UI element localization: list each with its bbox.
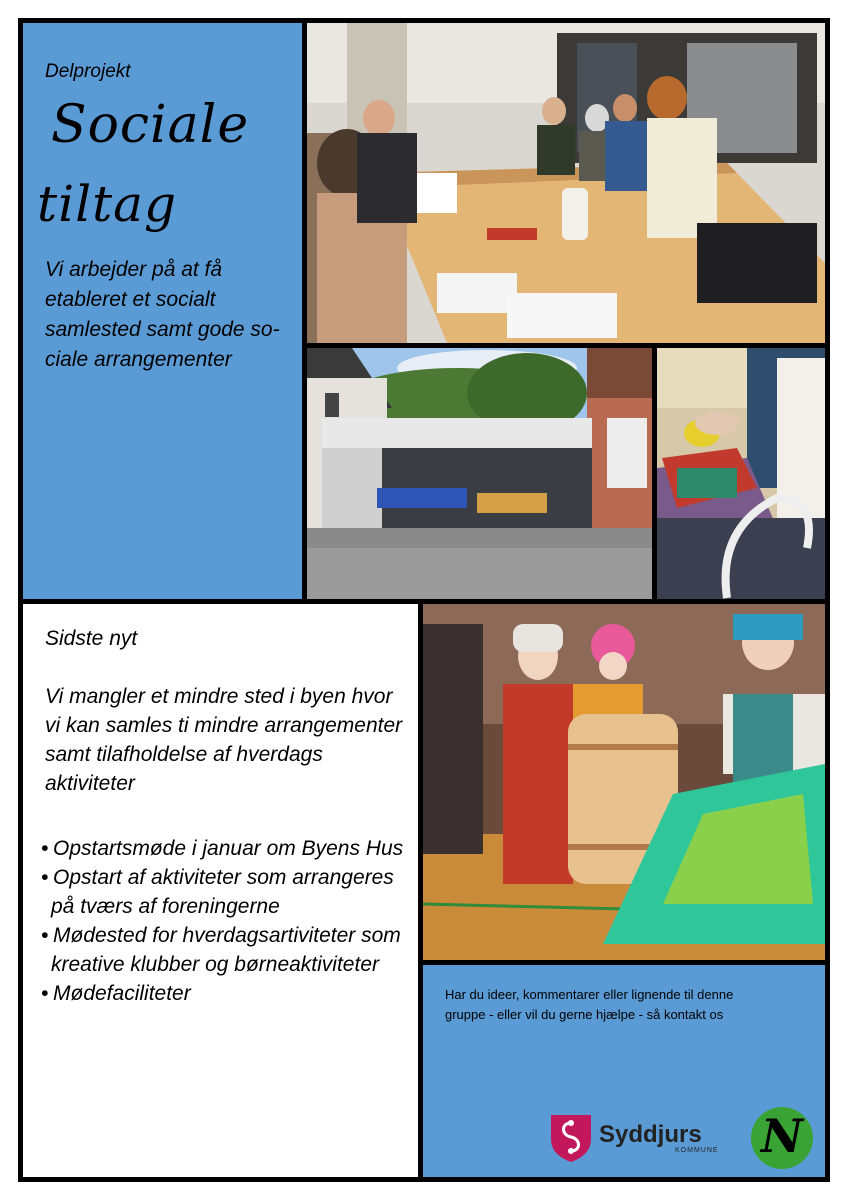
bullet-item: • Opstart af aktiviteter som arrangeres på tværs af foreningerne [41,863,413,921]
news-body: Vi mangler et mindre sted i byen hvor vi kan samles ti mindre arrangementer samt tilafholdelse af hverdags aktiviteter [45,685,403,795]
municipality-name: Syddjurs [599,1121,702,1148]
news-bullet-list [41,834,413,1008]
title-line-2: tiltag [37,175,177,233]
contact-panel [423,965,825,1177]
syddjurs-crest-icon [549,1113,593,1163]
knitting-photo [657,348,825,599]
meeting-photo [307,23,825,343]
contact-text-line-2: gruppe - eller vil du gerne hjælpe - så kontakt os [445,1007,724,1022]
title-line-1: Sociale [51,95,250,155]
contact-text-line-1: Har du ideer, kommentarer eller lignende til denne [445,987,734,1002]
bullet-item: • Mødested for hverdagsartiviteter som kreative klubber og børneaktiviteter [41,921,413,979]
building-photo [307,348,652,599]
bullet-item: • Opstartsmøde i januar om Byens Hus [41,834,413,863]
partner-logo [751,1107,813,1169]
municipality-sub: KOMMUNE [675,1147,719,1154]
carnival-photo [423,604,825,960]
bullet-item: • Mødefaciliteter [41,979,413,1008]
intro-panel [23,23,302,599]
project-label: Delprojekt [45,61,131,82]
news-heading: Sidste nyt [45,627,138,650]
partner-letter: N [760,1109,804,1163]
intro-lead: Vi arbejder på at få etableret et socialt samlested samt gode so-ciale arrangementer [45,258,280,371]
news-panel [23,604,418,1177]
